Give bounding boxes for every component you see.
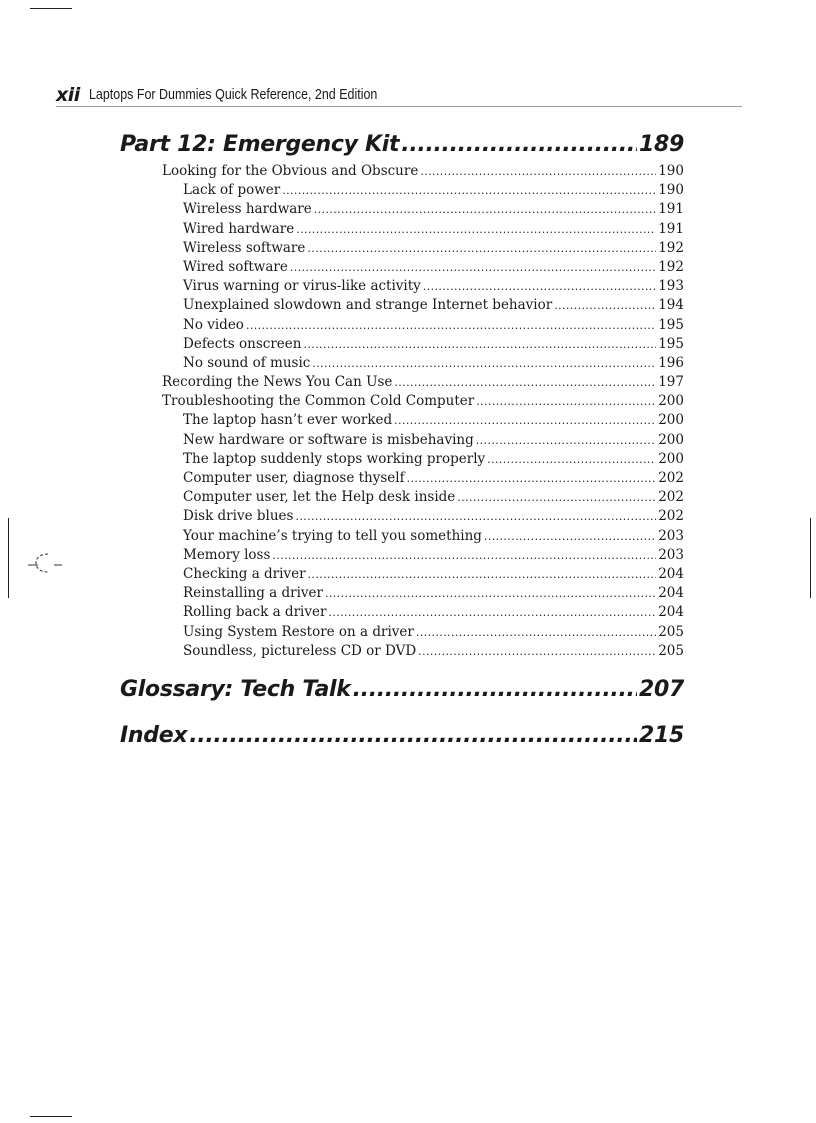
toc-entry-page: 202 bbox=[658, 508, 684, 525]
toc-entry-label: Your machine’s trying to tell you something bbox=[183, 527, 482, 544]
crop-mark-bottom bbox=[30, 1116, 72, 1117]
toc-entry-label: Reinstalling a driver bbox=[183, 585, 323, 602]
leader-dots bbox=[457, 491, 656, 504]
toc-entry bbox=[183, 182, 684, 201]
toc-entry-page: 204 bbox=[658, 604, 684, 621]
toc-entry-page: 205 bbox=[658, 642, 684, 659]
leader-dots bbox=[282, 184, 656, 197]
toc-entry bbox=[183, 585, 684, 604]
leader-dots bbox=[290, 261, 656, 274]
crop-mark-top bbox=[30, 8, 72, 9]
toc-entry bbox=[183, 643, 684, 662]
leader-dots bbox=[308, 568, 657, 581]
toc-entry-label: Virus warning or virus-like activity bbox=[183, 278, 421, 295]
toc-entry bbox=[183, 489, 684, 508]
toc-entry bbox=[183, 508, 684, 527]
leader-dots bbox=[476, 395, 656, 408]
toc-entry bbox=[183, 259, 684, 278]
toc-entry-page: 200 bbox=[658, 431, 684, 448]
toc-entry bbox=[183, 240, 684, 259]
toc-entry-label: Checking a driver bbox=[183, 565, 306, 582]
leader-dots bbox=[407, 472, 657, 485]
toc-entry-label: Disk drive blues bbox=[183, 508, 294, 525]
toc-entry-page: 192 bbox=[658, 258, 684, 275]
part-page: 189 bbox=[638, 132, 684, 157]
toc-entry bbox=[183, 547, 684, 566]
toc-entry-page: 200 bbox=[658, 450, 684, 467]
toc-entry bbox=[183, 412, 684, 431]
toc-list bbox=[0, 163, 816, 662]
toc-entry-label: Lack of power bbox=[183, 182, 281, 199]
toc-entry-page: 203 bbox=[658, 527, 684, 544]
toc-entry-page: 202 bbox=[658, 489, 684, 506]
toc-entry-label: The laptop hasn’t ever worked bbox=[183, 412, 393, 429]
toc-entry-page: 195 bbox=[658, 316, 684, 333]
toc-entry-page: 192 bbox=[658, 239, 684, 256]
toc-entry-page: 193 bbox=[658, 278, 684, 295]
toc-entry-label: Unexplained slowdown and strange Internet behavior bbox=[183, 297, 553, 314]
book-title: Laptops For Dummies Quick Reference, 2nd Edition bbox=[89, 87, 378, 103]
toc-entry bbox=[183, 278, 684, 297]
leader-dots bbox=[353, 677, 637, 702]
glossary-heading bbox=[120, 677, 684, 707]
toc-entry bbox=[183, 336, 684, 355]
toc-entry bbox=[162, 393, 684, 412]
leader-dots bbox=[312, 357, 656, 370]
toc-entry-page: 191 bbox=[658, 201, 684, 218]
toc-entry bbox=[183, 451, 684, 470]
toc-entry bbox=[183, 355, 684, 374]
leader-dots bbox=[394, 376, 656, 389]
toc-entry bbox=[162, 163, 684, 182]
leader-dots bbox=[325, 587, 656, 600]
toc-entry-page: 190 bbox=[658, 163, 684, 179]
leader-dots bbox=[394, 414, 656, 427]
toc-entry bbox=[183, 201, 684, 220]
index-heading bbox=[120, 723, 684, 753]
toc-entry-label: Rolling back a driver bbox=[183, 604, 327, 621]
toc-entry-label: Recording the News You Can Use bbox=[162, 374, 393, 391]
toc-entry bbox=[183, 317, 684, 336]
leader-dots bbox=[189, 723, 637, 748]
glossary-page: 207 bbox=[638, 677, 684, 702]
leader-dots bbox=[307, 242, 656, 255]
toc-entry-label: Computer user, let the Help desk inside bbox=[183, 489, 456, 506]
toc-entry-label: Wireless hardware bbox=[183, 201, 312, 218]
leader-dots bbox=[246, 319, 656, 332]
leader-dots bbox=[401, 132, 637, 157]
leader-dots bbox=[296, 223, 656, 236]
toc-entry bbox=[183, 221, 684, 240]
leader-dots bbox=[272, 549, 656, 562]
leader-dots bbox=[303, 338, 656, 351]
toc-entry-label: Using System Restore on a driver bbox=[183, 623, 414, 640]
toc-entry-page: 203 bbox=[658, 546, 684, 563]
leader-dots bbox=[314, 203, 656, 216]
leader-dots bbox=[476, 434, 656, 447]
toc-entry bbox=[183, 604, 684, 623]
toc-entry bbox=[183, 470, 684, 489]
toc-entry-label: Computer user, diagnose thyself bbox=[183, 470, 405, 486]
toc-entry bbox=[183, 528, 684, 547]
toc-entry-label: Troubleshooting the Common Cold Computer bbox=[162, 393, 475, 410]
index-title: Index bbox=[120, 723, 188, 748]
toc-entry-page: 200 bbox=[658, 393, 684, 410]
toc-entry bbox=[183, 624, 684, 643]
toc-entry-label: Wired hardware bbox=[183, 220, 295, 237]
toc-entry-label: No video bbox=[183, 316, 244, 333]
toc-entry-label: Soundless, pictureless CD or DVD bbox=[183, 642, 417, 659]
toc-entry-page: 194 bbox=[658, 297, 684, 314]
toc-entry-page: 205 bbox=[658, 623, 684, 640]
page-number: xii bbox=[56, 84, 80, 106]
index-page: 215 bbox=[638, 723, 684, 748]
leader-dots bbox=[484, 530, 656, 543]
part-heading bbox=[120, 132, 684, 162]
running-header bbox=[56, 84, 742, 107]
toc-entry-label: Looking for the Obvious and Obscure bbox=[162, 163, 419, 179]
leader-dots bbox=[295, 510, 656, 523]
toc-entry-page: 191 bbox=[658, 220, 684, 237]
toc-entry bbox=[162, 374, 684, 393]
leader-dots bbox=[420, 165, 656, 178]
leader-dots bbox=[328, 606, 656, 619]
toc-entry-label: No sound of music bbox=[183, 354, 311, 371]
toc-entry-page: 202 bbox=[658, 470, 684, 486]
toc-entry bbox=[183, 566, 684, 585]
leader-dots bbox=[418, 645, 656, 658]
toc-entry-label: Defects onscreen bbox=[183, 335, 302, 352]
glossary-title: Glossary: Tech Talk bbox=[120, 677, 351, 702]
leader-dots bbox=[487, 453, 656, 466]
leader-dots bbox=[423, 280, 656, 293]
leader-dots bbox=[554, 299, 656, 312]
toc-entry-page: 200 bbox=[658, 412, 684, 429]
toc-entry bbox=[183, 297, 684, 316]
part-title: Part 12: Emergency Kit bbox=[120, 132, 400, 157]
toc-entry-label: Memory loss bbox=[183, 546, 271, 563]
toc-entry-page: 197 bbox=[658, 374, 684, 391]
toc-entry bbox=[183, 432, 684, 451]
toc-entry-page: 195 bbox=[658, 335, 684, 352]
toc-entry-label: Wired software bbox=[183, 258, 288, 275]
toc-entry-label: Wireless software bbox=[183, 239, 306, 256]
toc-entry-page: 190 bbox=[658, 182, 684, 199]
toc-entry-page: 196 bbox=[658, 354, 684, 371]
toc-entry-label: New hardware or software is misbehaving bbox=[183, 431, 474, 448]
leader-dots bbox=[416, 626, 656, 639]
toc-entry-label: The laptop suddenly stops working properly bbox=[183, 450, 486, 467]
toc-entry-page: 204 bbox=[658, 565, 684, 582]
toc-entry-page: 204 bbox=[658, 585, 684, 602]
